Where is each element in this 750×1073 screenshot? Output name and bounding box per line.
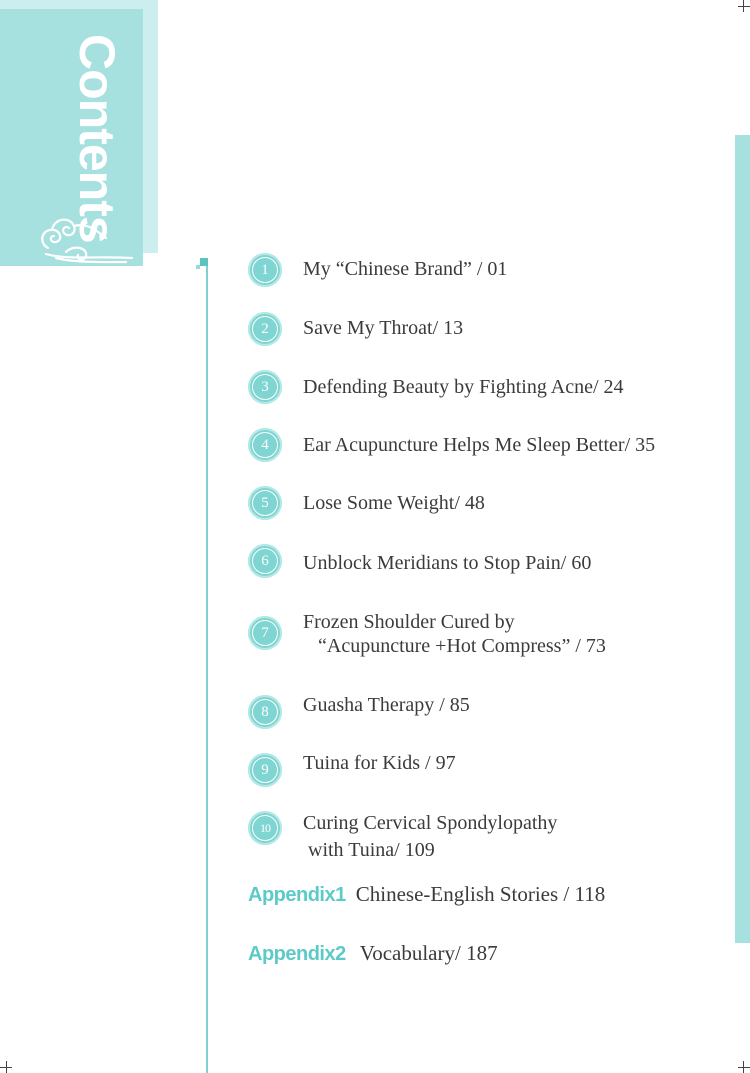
appendix-label: Appendix2	[248, 943, 346, 965]
chapter-number: 9	[252, 757, 278, 783]
chapter-number-badge	[248, 753, 282, 787]
chapter-title: Ear Acupuncture Helps Me Sleep Better/ 35	[303, 434, 656, 456]
chapter-title: Guasha Therapy / 85	[303, 694, 470, 716]
chapter-number-badge	[248, 428, 282, 462]
chapter-number: 4	[252, 432, 278, 458]
appendix-entry[interactable]	[248, 882, 605, 907]
chapter-title: Lose Some Weight/ 48	[303, 492, 485, 514]
chapter-number: 10	[252, 815, 278, 841]
chapter-title: My “Chinese Brand” / 01	[303, 258, 508, 280]
chapter-number: 8	[252, 699, 278, 725]
chapter-title: Tuina for Kids / 97	[303, 752, 456, 774]
chapter-number-badge	[248, 811, 282, 845]
chapter-title: Unblock Meridians to Stop Pain/ 60	[303, 552, 592, 574]
chapter-number: 5	[252, 490, 278, 516]
chapter-title-line2: with Tuina/ 109	[308, 839, 435, 861]
crop-mark	[738, 1067, 750, 1068]
chapter-number-badge	[248, 312, 282, 346]
crop-mark	[0, 1067, 12, 1068]
page-title: Contents	[69, 34, 125, 243]
right-edge-bar	[735, 135, 750, 943]
chapter-number-badge	[248, 370, 282, 404]
chapter-number-badge	[248, 544, 282, 578]
chapter-number-badge	[248, 695, 282, 729]
divider-line	[206, 262, 208, 1073]
chapter-number-badge	[248, 253, 282, 287]
chapter-number: 2	[252, 316, 278, 342]
chapter-number: 3	[252, 374, 278, 400]
chapter-title-line1: Curing Cervical Spondylopathy	[303, 812, 558, 834]
divider-cap	[200, 258, 208, 266]
chapter-number-badge	[248, 616, 282, 650]
crop-mark	[738, 6, 750, 7]
appendix-title: Vocabulary/ 187	[359, 941, 498, 965]
chapter-title-line2: “Acupuncture +Hot Compress” / 73	[318, 635, 606, 657]
appendix-title: Chinese-English Stories / 118	[355, 882, 606, 906]
chapter-number: 1	[252, 257, 278, 283]
chapter-title: Defending Beauty by Fighting Acne/ 24	[303, 376, 624, 398]
appendix-label: Appendix1	[248, 884, 346, 906]
chapter-number: 7	[252, 620, 278, 646]
cloud-ornament-icon	[36, 208, 134, 264]
chapter-title: Save My Throat/ 13	[303, 317, 464, 339]
chapter-number: 6	[252, 548, 278, 574]
divider-cap-accent	[196, 265, 200, 269]
appendix-entry[interactable]	[248, 941, 498, 966]
chapter-title-line1: Frozen Shoulder Cured by	[303, 611, 515, 633]
chapter-number-badge	[248, 486, 282, 520]
